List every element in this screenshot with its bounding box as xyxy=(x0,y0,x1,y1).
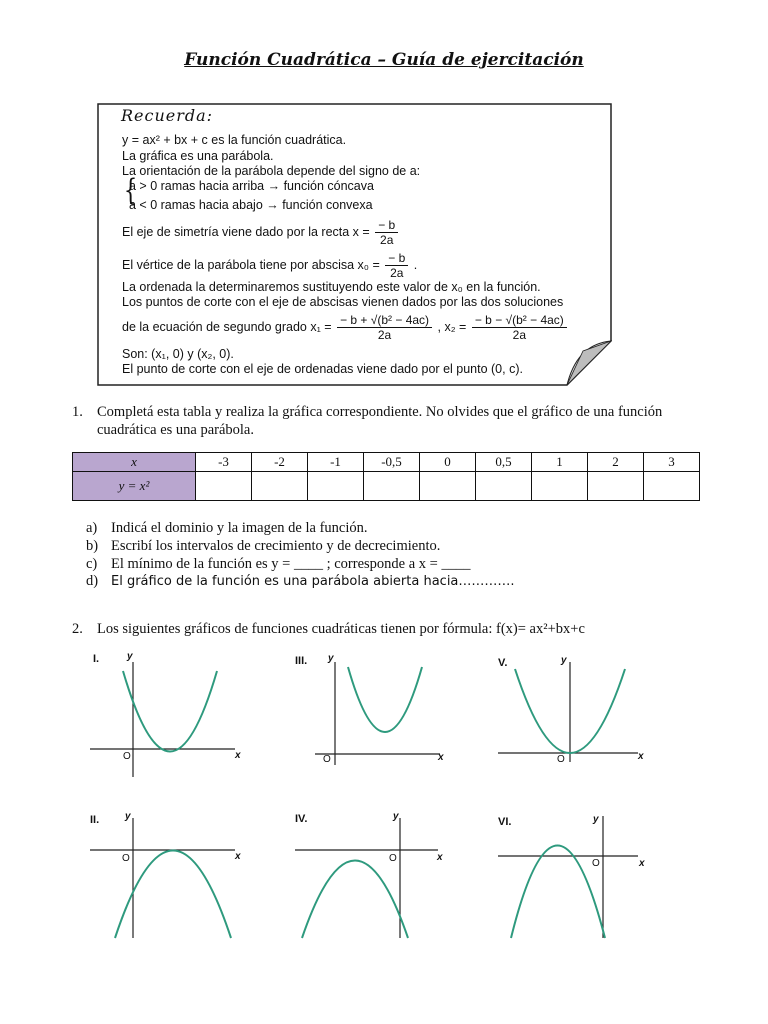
graph-label: VI. xyxy=(498,816,512,828)
page-title: Función Cuadrática – Guía de ejercitación xyxy=(184,50,584,70)
vertex-text: El vértice de la parábola tiene por abscisa x₀ = xyxy=(122,257,380,272)
item-text: El mínimo de la función es y = ____ ; corresponde a x = ____ xyxy=(111,556,471,572)
vertex-period: . xyxy=(413,257,418,272)
table-cell-x: 0,5 xyxy=(476,453,532,472)
exercise-2 xyxy=(0,620,768,640)
fraction-denominator: 2a xyxy=(390,266,404,280)
graph-iv xyxy=(290,808,470,958)
item-text: El gráfico de la función es una parábola abierta hacia…………. xyxy=(111,574,515,589)
origin-label: O xyxy=(323,754,331,765)
table-header-y: y = x² xyxy=(73,472,196,501)
x-axis-label: x xyxy=(437,852,443,863)
table-cell-y-empty[interactable] xyxy=(308,472,364,501)
orientation-statement: La orientación de la parábola depende del signo de a: xyxy=(122,164,421,178)
graph-v-plot xyxy=(493,647,673,797)
x-axis-label: x xyxy=(638,751,644,762)
fraction-denominator: 2a xyxy=(380,233,394,247)
graph-v xyxy=(493,647,673,797)
exercise-1-text: Completá esta tabla y realiza la gráfica correspondiente. No olvides que el gráfico de una función cuadrática es una parábola. xyxy=(97,404,663,438)
origin-label: O xyxy=(123,751,131,762)
formula-definition: y = ax² + bx + c es la función cuadrática. xyxy=(122,133,347,147)
recuerda-box xyxy=(97,103,612,386)
x2-text: , x₂ = xyxy=(437,319,467,334)
symmetry-axis-text: El eje de simetría viene dado por la recta x = xyxy=(122,224,370,239)
table-header-x: x xyxy=(73,453,196,472)
graph-label: III. xyxy=(295,655,308,667)
item-text: Indicá el dominio y la imagen de la función. xyxy=(111,520,368,536)
y-axis-label: y xyxy=(393,811,399,822)
graph-label: V. xyxy=(498,657,508,669)
fraction-x2 xyxy=(472,313,567,342)
list-item xyxy=(86,538,440,555)
fraction-numerator: − b xyxy=(375,218,398,233)
table-row-x xyxy=(73,453,700,472)
x-axis-label: x xyxy=(235,750,241,761)
table-cell-y-empty[interactable] xyxy=(532,472,588,501)
roots-statement: Son: (x₁, 0) y (x₂, 0). xyxy=(122,347,234,361)
graph-ii-plot xyxy=(85,808,265,958)
vertex-line xyxy=(122,251,417,280)
values-table xyxy=(72,452,700,501)
y-axis-label: y xyxy=(127,651,133,662)
origin-label: O xyxy=(122,853,130,864)
origin-label: O xyxy=(389,853,397,864)
table-cell-x: 1 xyxy=(532,453,588,472)
parabola-curve xyxy=(115,851,231,939)
x-axis-label: x xyxy=(639,858,645,869)
fraction-denominator: 2a xyxy=(512,328,526,342)
quadratic-formula-line xyxy=(122,313,569,342)
table-cell-y-empty[interactable] xyxy=(364,472,420,501)
graph-iii xyxy=(290,647,470,797)
fraction-numerator: − b − √(b² − 4ac) xyxy=(472,313,567,328)
table-cell-y-empty[interactable] xyxy=(588,472,644,501)
exercise-2-number: 2. xyxy=(72,621,83,637)
fraction-numerator: − b + √(b² − 4ac) xyxy=(337,313,432,328)
x-axis-label: x xyxy=(438,752,444,763)
y-axis-label: y xyxy=(328,653,334,664)
table-row-y xyxy=(73,472,700,501)
fraction-x1 xyxy=(337,313,432,342)
y-axis-label: y xyxy=(125,811,131,822)
table-cell-y-empty[interactable] xyxy=(476,472,532,501)
graph-i xyxy=(85,647,265,797)
table-cell-y-empty[interactable] xyxy=(252,472,308,501)
parabola-curve xyxy=(302,861,408,939)
graph-iv-plot xyxy=(290,808,470,958)
x-axis-label: x xyxy=(235,851,241,862)
x-intercepts-statement: Los puntos de corte con el eje de abscisas vienen dados por las dos soluciones xyxy=(122,295,564,309)
exercise-2-text: Los siguientes gráficos de funciones cuadráticas tienen por fórmula: f(x)= ax²+bx+c xyxy=(97,621,585,637)
y-axis-label: y xyxy=(593,814,599,825)
list-item xyxy=(86,573,515,590)
fraction-denominator: 2a xyxy=(377,328,392,342)
table-cell-y-empty[interactable] xyxy=(196,472,252,501)
fraction-minus-b-over-2a xyxy=(375,218,398,247)
parabola-curve xyxy=(123,671,217,752)
brace-symbol: { xyxy=(123,173,138,208)
table-cell-x: 3 xyxy=(644,453,700,472)
item-label: b) xyxy=(86,538,99,554)
convex-case: a < 0 ramas hacia abajo → función convexa xyxy=(129,198,373,212)
parabola-curve xyxy=(348,667,422,732)
recuerda-heading: Recuerda: xyxy=(121,106,214,125)
item-label: d) xyxy=(86,573,99,589)
quadratic-formula-text: de la ecuación de segundo grado x₁ = xyxy=(122,319,332,334)
fraction-minus-b-over-2a xyxy=(385,251,408,280)
item-label: c) xyxy=(86,556,98,572)
parabola-statement: La gráfica es una parábola. xyxy=(122,149,274,163)
table-cell-y-empty[interactable] xyxy=(644,472,700,501)
item-label: a) xyxy=(86,520,98,536)
graph-i-plot xyxy=(85,647,265,797)
graph-ii xyxy=(85,808,265,958)
parabola-curve xyxy=(511,846,605,939)
graph-label: IV. xyxy=(295,813,308,825)
table-cell-x: -0,5 xyxy=(364,453,420,472)
symmetry-axis-line xyxy=(122,218,400,247)
list-item xyxy=(86,556,470,573)
origin-label: O xyxy=(557,754,565,765)
graph-label: I. xyxy=(93,653,100,665)
table-cell-y-empty[interactable] xyxy=(420,472,476,501)
y-axis-label: y xyxy=(561,655,567,666)
exercise-1 xyxy=(0,403,768,443)
graph-vi-plot xyxy=(493,808,673,958)
exercise-1-number: 1. xyxy=(72,404,83,420)
table-cell-x: -1 xyxy=(308,453,364,472)
table-cell-x: 0 xyxy=(420,453,476,472)
table-cell-x: -3 xyxy=(196,453,252,472)
origin-label: O xyxy=(592,858,600,869)
item-text: Escribí los intervalos de crecimiento y de decrecimiento. xyxy=(111,538,441,554)
graph-iii-plot xyxy=(290,647,470,797)
graph-vi xyxy=(493,808,673,958)
table-cell-x: 2 xyxy=(588,453,644,472)
concave-case: a > 0 ramas hacia arriba → función cóncava xyxy=(129,179,374,193)
graph-label: II. xyxy=(90,814,100,826)
ordinate-statement: La ordenada la determinaremos sustituyendo este valor de x₀ en la función. xyxy=(122,280,541,294)
table-cell-x: -2 xyxy=(252,453,308,472)
y-intercept-statement: El punto de corte con el eje de ordenadas viene dado por el punto (0, c). xyxy=(122,362,523,376)
fraction-numerator: − b xyxy=(385,251,408,266)
list-item xyxy=(86,520,368,537)
